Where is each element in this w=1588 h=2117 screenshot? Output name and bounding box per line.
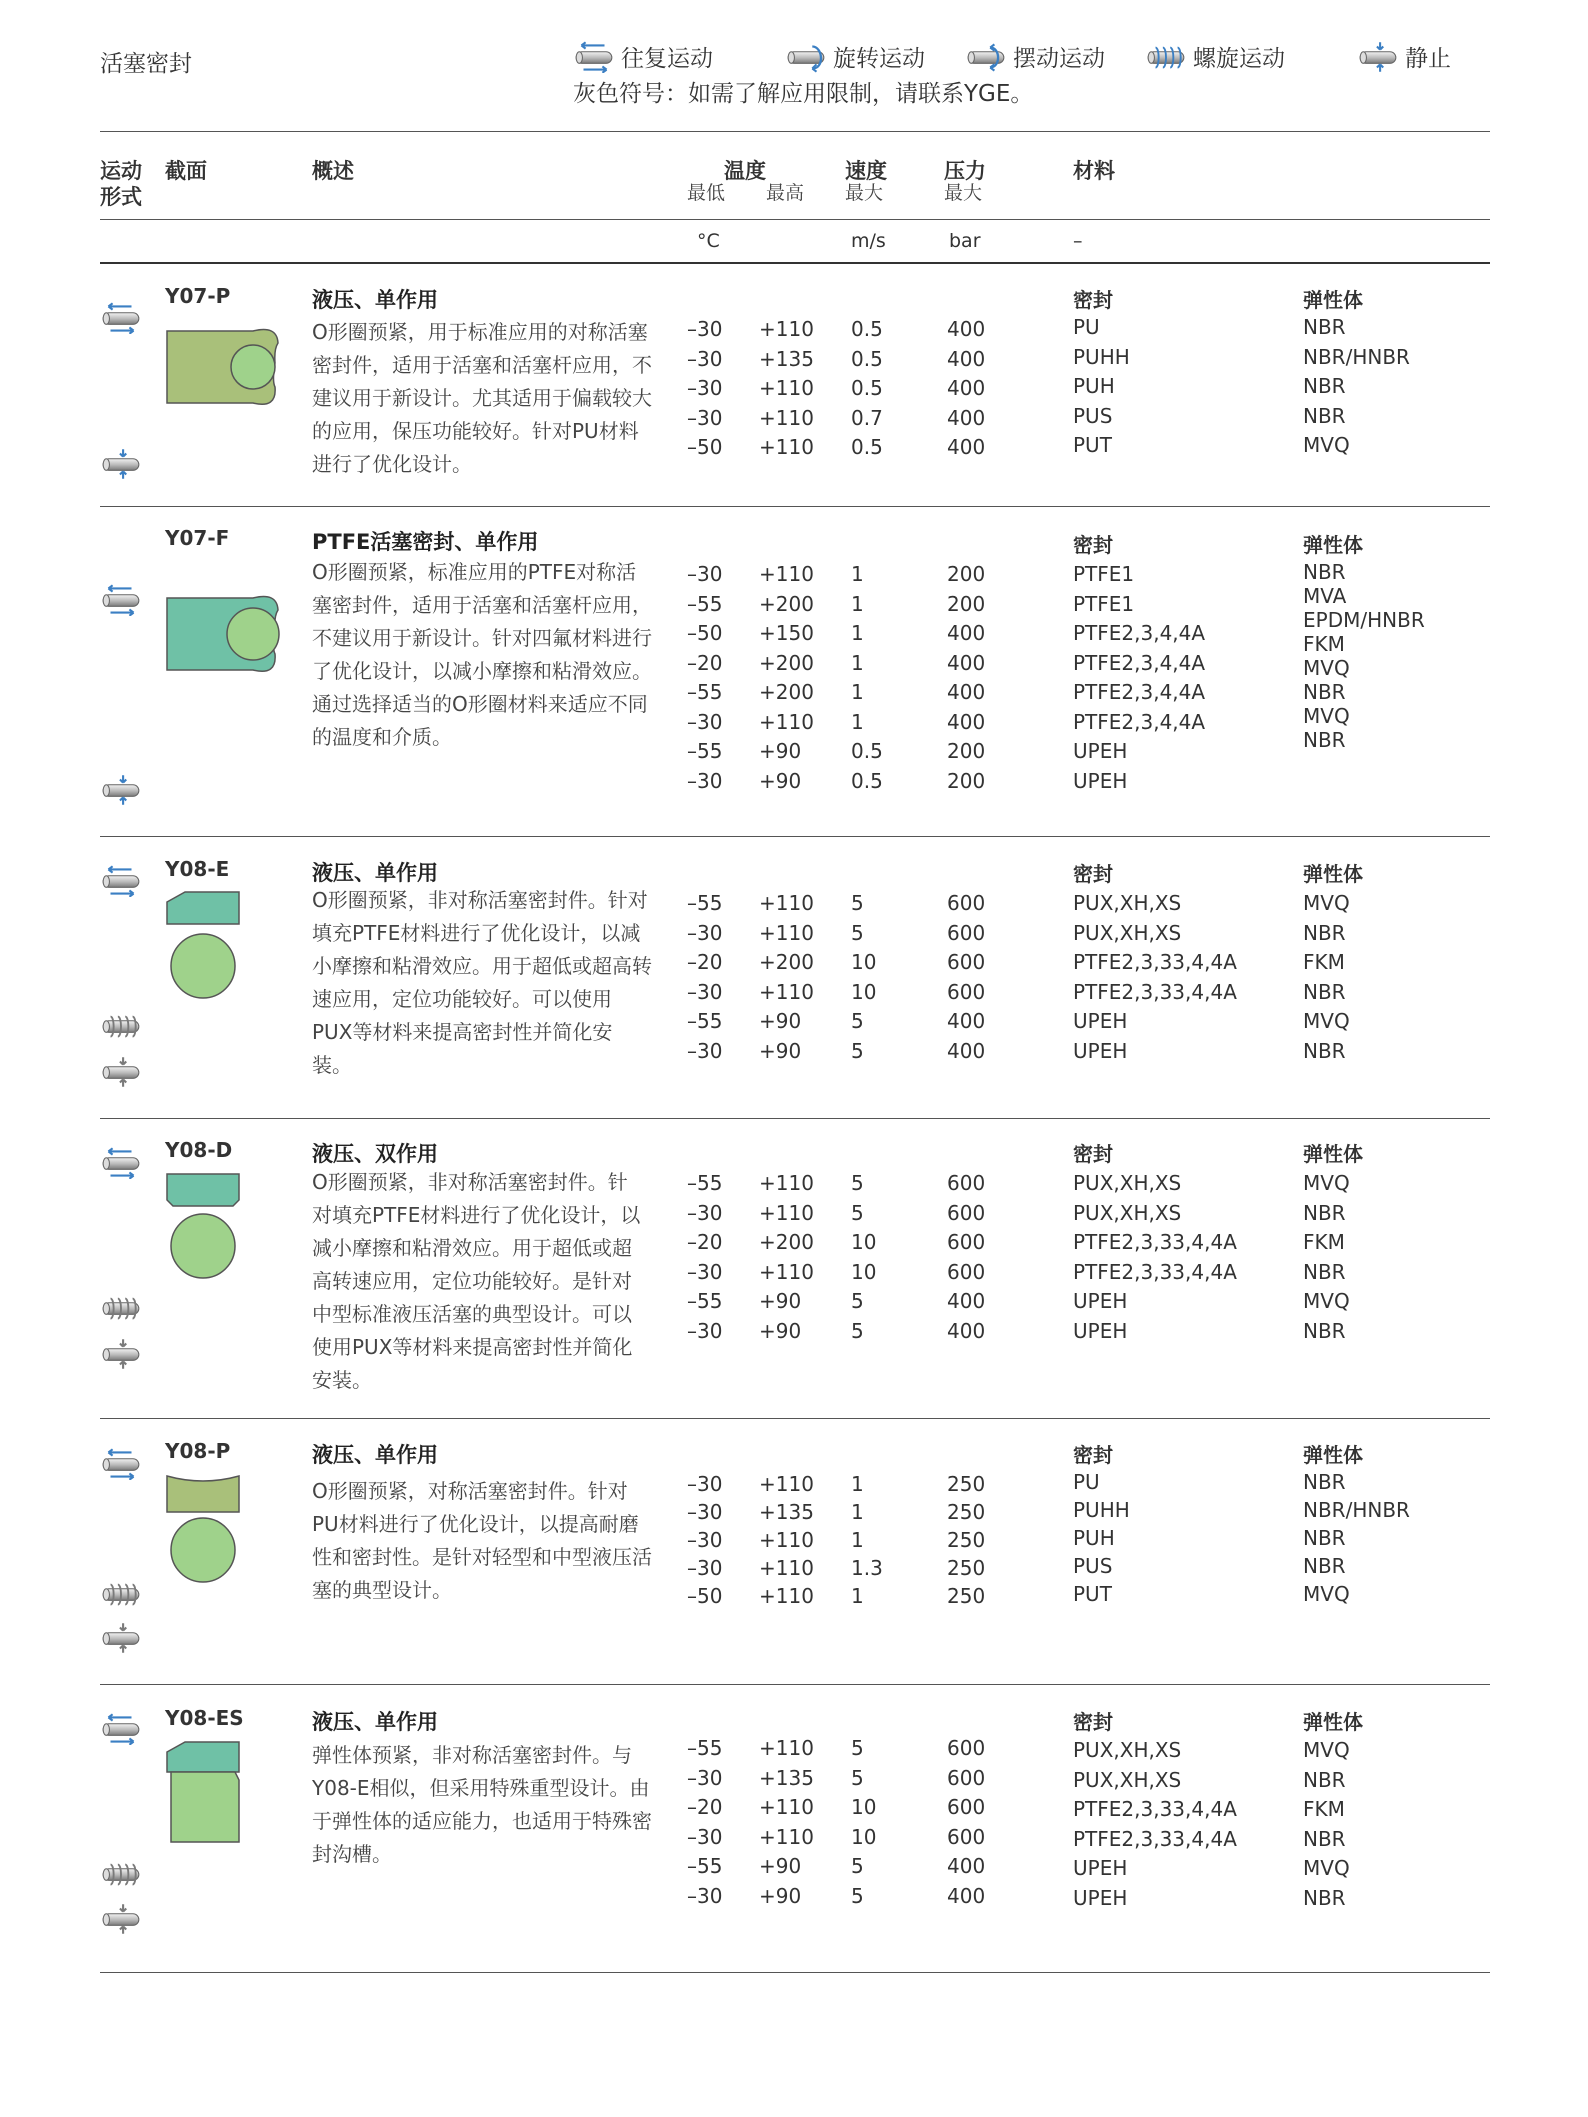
elastomer-label: 弹性体: [1303, 288, 1363, 312]
header-material: 材料: [1073, 159, 1115, 183]
legend-note: 灰色符号：如需了解应用限制，请联系YGE。: [573, 81, 1034, 107]
product-code: Y08-E: [165, 857, 230, 881]
reciprocating-icon: [100, 1713, 142, 1745]
reciprocating-icon: [100, 584, 142, 616]
unit-material: –: [1073, 230, 1083, 252]
seal-material-col: PUX,XH,XS PUX,XH,XS PTFE2,3,33,4,4A PTFE2,3,33,4,4A UPEH UPEH: [1073, 891, 1237, 1063]
static-icon: [100, 774, 142, 806]
cross-section-drawing: [165, 323, 285, 413]
row-divider: [100, 1684, 1490, 1685]
page-title: 活塞密封: [100, 51, 192, 77]
elastomer-col: NBR MVA EPDM/HNBR FKM MVQ NBR MVQ NBR: [1303, 560, 1425, 752]
product-title: 液压、单作用: [312, 1443, 438, 1467]
pressure-col: 600 600 600 600 400 400: [947, 1171, 986, 1343]
temp-min-col: –30 –30 –30 –30 –50: [687, 1472, 723, 1608]
temp-max-col: +110 +135 +110 +110 +90 +90: [759, 1736, 814, 1908]
elastomer-label: 弹性体: [1303, 1142, 1363, 1166]
temp-max-col: +110 +110 +200 +110 +90 +90: [759, 891, 814, 1063]
speed-col: 5 5 10 10 5 5: [851, 1171, 877, 1343]
rotary-icon: [785, 41, 827, 73]
header-bottom-rule: [100, 262, 1490, 264]
cross-section-drawing: [165, 590, 285, 680]
temp-min-col: –55 –30 –20 –30 –55 –30: [687, 891, 723, 1063]
helical-icon-gray: [100, 1578, 142, 1610]
product-title: 液压、双作用: [312, 1142, 438, 1166]
seal-material-col: PU PUHH PUH PUS PUT: [1073, 315, 1130, 457]
pressure-col: 600 600 600 600 400 400: [947, 891, 986, 1063]
seal-label: 密封: [1073, 1142, 1113, 1166]
temp-min-col: –55 –30 –20 –30 –55 –30: [687, 1171, 723, 1343]
seal-label: 密封: [1073, 1443, 1113, 1467]
seal-label: 密封: [1073, 288, 1113, 312]
unit-speed: m/s: [851, 230, 886, 252]
speed-col: 1 1 1 1 1 1 0.5 0.5: [851, 562, 883, 793]
product-code: Y07-P: [165, 284, 231, 308]
seal-label: 密封: [1073, 533, 1113, 557]
header-speed-max: 最大: [845, 182, 884, 204]
cross-section-drawing: [165, 1170, 245, 1285]
temp-min-col: –30 –30 –30 –30 –50: [687, 317, 723, 459]
legend-label: 旋转运动: [833, 46, 925, 72]
static-icon-gray: [100, 1056, 142, 1088]
header-temp-max: 最高: [766, 182, 805, 204]
product-description: O形圈预紧，非对称活塞密封件。针对填充PTFE材料进行了优化设计，以减小摩擦和粘滑效应。用于超低或超高转速应用，定位功能较好。可以使用PUX等材料来提高密封性并简化安装。: [312, 888, 652, 1077]
product-code: Y08-D: [165, 1138, 233, 1162]
row-divider: [100, 1118, 1490, 1119]
static-icon-gray: [100, 1338, 142, 1370]
product-description: 弹性体预紧，非对称活塞密封件。与Y08-E相似，但采用特殊重型设计。由于弹性体的适应能力，也适用于特殊密封沟槽。: [312, 1743, 652, 1866]
pressure-col: 400 400 400 400 400: [947, 317, 986, 459]
legend-label: 静止: [1405, 46, 1451, 72]
legend-item-oscillating: [965, 40, 1105, 73]
elastomer-label: 弹性体: [1303, 1443, 1363, 1467]
pressure-col: 200 200 400 400 400 400 200 200: [947, 562, 986, 793]
product-description: O形圈预紧，对称活塞密封件。针对PU材料进行了优化设计，以提高耐磨性和密封性。是针对轻型和中型液压活塞的典型设计。: [312, 1479, 652, 1602]
elastomer-label: 弹性体: [1303, 1710, 1363, 1734]
cross-section-drawing: [165, 1472, 245, 1587]
legend-item-static: [1357, 40, 1451, 73]
speed-col: 0.5 0.5 0.5 0.7 0.5: [851, 317, 883, 459]
helical-icon-gray: [100, 1010, 142, 1042]
elastomer-col: MVQ NBR FKM NBR MVQ NBR: [1303, 1738, 1350, 1910]
helical-icon-gray: [100, 1858, 142, 1890]
reciprocating-icon: [100, 865, 142, 897]
cross-section-drawing: [165, 1738, 245, 1848]
temp-min-col: –30 –55 –50 –20 –55 –30 –55 –30: [687, 562, 723, 793]
header-mid-rule: [100, 219, 1490, 220]
speed-col: 5 5 10 10 5 5: [851, 891, 877, 1063]
elastomer-label: 弹性体: [1303, 862, 1363, 886]
unit-pressure: bar: [949, 230, 981, 252]
elastomer-label: 弹性体: [1303, 533, 1363, 557]
speed-col: 1 1 1 1.3 1: [851, 1472, 883, 1608]
header-pressure: 压力: [944, 159, 986, 183]
header-pressure-max: 最大: [944, 182, 983, 204]
legend-label: 往复运动: [621, 46, 713, 72]
header-section: 截面: [165, 159, 207, 183]
header-temperature: 温度: [724, 159, 766, 183]
temp-max-col: +110 +200 +150 +200 +200 +110 +90 +90: [759, 562, 814, 793]
helical-icon: [1145, 41, 1187, 73]
header-top-rule: [100, 131, 1490, 132]
product-title: 液压、单作用: [312, 288, 438, 312]
oscillating-icon: [965, 41, 1007, 73]
seal-label: 密封: [1073, 862, 1113, 886]
row-divider: [100, 506, 1490, 507]
legend-label: 摆动运动: [1013, 46, 1105, 72]
product-title: 液压、单作用: [312, 861, 438, 885]
elastomer-col: MVQ NBR FKM NBR MVQ NBR: [1303, 891, 1350, 1063]
unit-temperature: °C: [697, 230, 720, 252]
header-motion: 运动 形式: [100, 159, 142, 209]
static-icon: [100, 448, 142, 480]
product-description: O形圈预紧，用于标准应用的对称活塞密封件，适用于活塞和活塞杆应用，不建议用于新设计。尤其适用于偏载较大的应用，保压功能较好。针对PU材料进行了优化设计。: [312, 320, 652, 476]
temp-max-col: +110 +110 +200 +110 +90 +90: [759, 1171, 814, 1343]
product-title: 液压、单作用: [312, 1710, 438, 1734]
product-code: Y08-ES: [165, 1706, 244, 1730]
table-bottom-rule: [100, 1972, 1490, 1973]
seal-label: 密封: [1073, 1710, 1113, 1734]
seal-material-col: PUX,XH,XS PUX,XH,XS PTFE2,3,33,4,4A PTFE2,3,33,4,4A UPEH UPEH: [1073, 1738, 1237, 1910]
pressure-col: 250 250 250 250 250: [947, 1472, 986, 1608]
seal-material-col: PUX,XH,XS PUX,XH,XS PTFE2,3,33,4,4A PTFE2,3,33,4,4A UPEH UPEH: [1073, 1171, 1237, 1343]
legend-item-helical: [1145, 40, 1285, 73]
temp-min-col: –55 –30 –20 –30 –55 –30: [687, 1736, 723, 1908]
static-icon-gray: [100, 1622, 142, 1654]
static-icon-gray: [100, 1903, 142, 1935]
header-temp-min: 最低: [687, 182, 726, 204]
cross-section-drawing: [165, 888, 245, 1003]
reciprocating-icon: [100, 1448, 142, 1480]
legend-item-reciprocating: [573, 40, 713, 73]
header-description: 概述: [312, 159, 354, 183]
elastomer-col: MVQ NBR FKM NBR MVQ NBR: [1303, 1171, 1350, 1343]
speed-col: 5 5 10 10 5 5: [851, 1736, 877, 1908]
seal-material-col: PTFE1 PTFE1 PTFE2,3,4,4A PTFE2,3,4,4A PTFE2,3,4,4A PTFE2,3,4,4A UPEH UPEH: [1073, 562, 1206, 793]
product-description: O形圈预紧，非对称活塞密封件。针对填充PTFE材料进行了优化设计，以减小摩擦和粘滑效应。用于超低或超高转速应用，定位功能较好。是针对中型标准液压活塞的典型设计。可以使用PUX等材料来提高密封性并简化安装。: [312, 1170, 641, 1392]
header-speed: 速度: [845, 159, 887, 183]
elastomer-col: NBR NBR/HNBR NBR NBR MVQ: [1303, 315, 1410, 457]
temp-max-col: +110 +135 +110 +110 +110: [759, 1472, 814, 1608]
pressure-col: 600 600 600 600 400 400: [947, 1736, 986, 1908]
product-code: Y07-F: [165, 526, 230, 550]
reciprocating-icon: [100, 302, 142, 334]
helical-icon-gray: [100, 1292, 142, 1324]
row-divider: [100, 836, 1490, 837]
legend-label: 螺旋运动: [1193, 46, 1285, 72]
reciprocating-icon: [100, 1147, 142, 1179]
product-description: O形圈预紧，标准应用的PTFE对称活塞密封件，适用于活塞和活塞杆应用，不建议用于新设计。针对四氟材料进行了优化设计，以减小摩擦和粘滑效应。通过选择适当的O形圈材料来适应不同的温度和介质。: [312, 560, 652, 749]
product-code: Y08-P: [165, 1439, 231, 1463]
static-icon: [1357, 41, 1399, 73]
product-title: PTFE活塞密封、单作用: [312, 530, 539, 554]
row-divider: [100, 1418, 1490, 1419]
legend-item-rotary: [785, 40, 925, 73]
reciprocating-icon: [573, 41, 615, 73]
temp-max-col: +110 +135 +110 +110 +110: [759, 317, 814, 459]
elastomer-col: NBR NBR/HNBR NBR NBR MVQ: [1303, 1470, 1410, 1606]
seal-material-col: PU PUHH PUH PUS PUT: [1073, 1470, 1130, 1606]
